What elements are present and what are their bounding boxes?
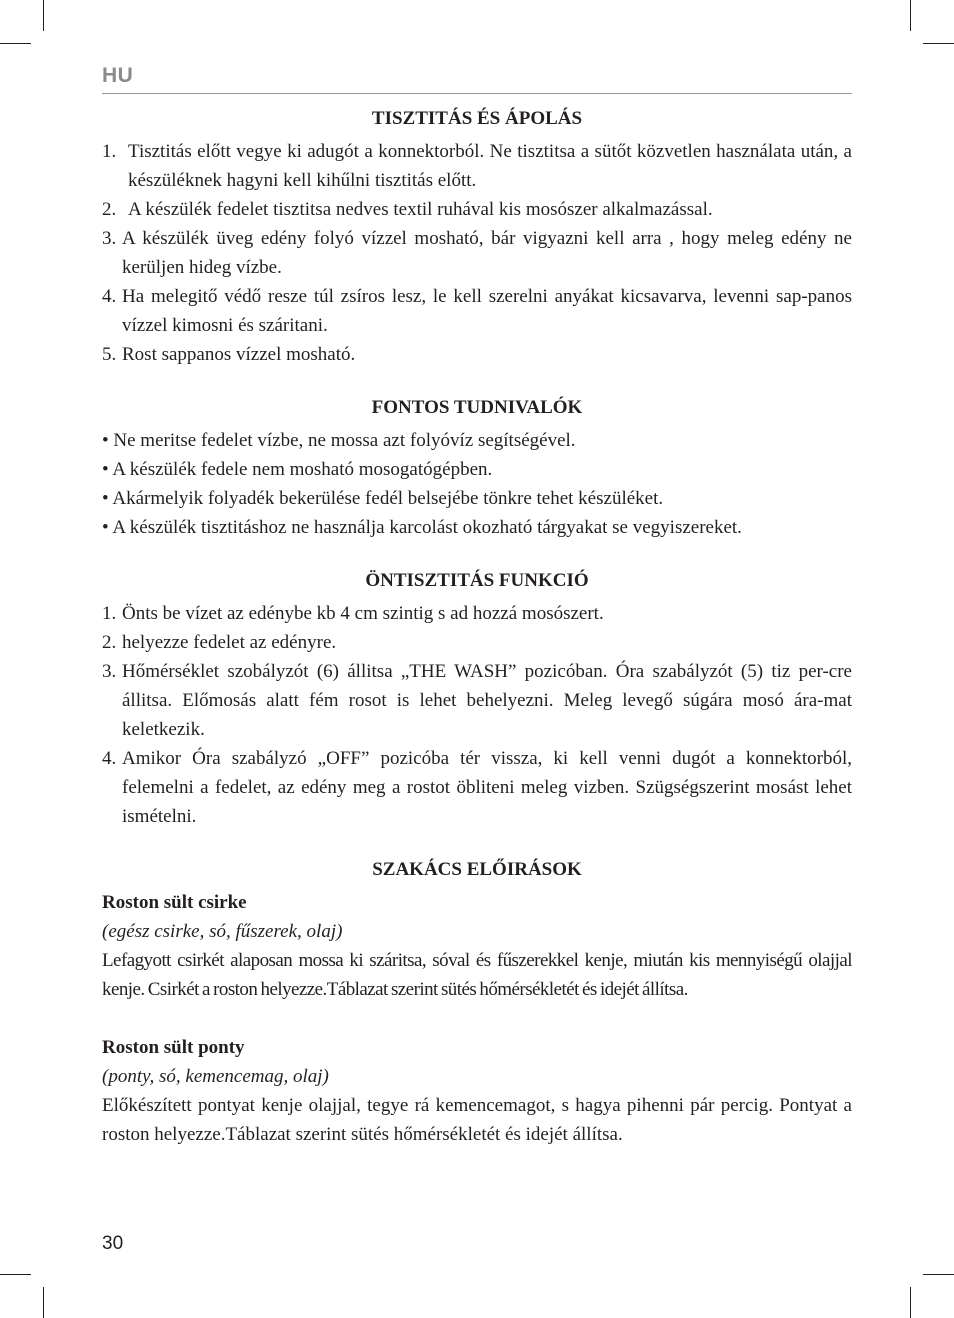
- item-number: 5.: [102, 344, 117, 365]
- cleaning-section: [102, 104, 852, 369]
- item-text: Rost sappanos vízzel mosható.: [122, 344, 356, 365]
- header-divider: [102, 93, 852, 94]
- list-item: [102, 744, 852, 831]
- item-number: 1.: [102, 141, 117, 162]
- recipe-ingredients: (egész csirke, só, fűszerek, olaj): [102, 921, 343, 942]
- item-text: Hőmérséklet szobályzót (6) állitsa „THE WASH” pozicóban. Óra szabályzót (5) tiz per-cre állitsa. Előmosás alatt fém rosot is lehet behelyezni. Meleg levegő súgára mosó ára-mat keletkezik.: [122, 661, 852, 740]
- item-number: 2.: [102, 199, 117, 220]
- recipe: [102, 1033, 852, 1149]
- recipe-title: Roston sült csirke: [102, 892, 247, 913]
- crop-mark: [43, 0, 44, 31]
- recipe-text: Előkészített pontyat kenje olajjal, tegye rá kemencemagot, s hagya pihenni pár percig. Pontyat a roston helyezze.Táblazat szerint sütés hőmérsékletét és idejét állítsa.: [102, 1095, 852, 1145]
- bullet-item: • A készülék tisztitáshoz ne használja karcolást okozható tárgyakat se vegyiszereket.: [102, 517, 742, 538]
- item-text: Ha melegitő védő resze túl zsíros lesz, le kell szerelni anyákat kicsavarva, levenni sap-panos vízzel kimosni és száritani.: [122, 286, 852, 336]
- crop-mark: [0, 1274, 31, 1275]
- section-title: TISZTITÁS ÉS ÁPOLÁS: [371, 108, 583, 129]
- crop-mark: [923, 1274, 954, 1275]
- crop-mark: [910, 0, 911, 31]
- crop-mark: [43, 1287, 44, 1318]
- item-text: A készülék üveg edény folyó vízzel mosható, bár vigyazni kell arra , hogy meleg edény ne kerüljen hideg vízbe.: [122, 228, 852, 278]
- item-text: Amikor Óra szabályzó „OFF” pozicóba tér vissza, ki kell venni dugót a konnektorból, felemelni a fedelet, az edény meg a rostot öbliteni meleg vizben. Szügségszerint mosást lehet ismételni.: [122, 748, 852, 827]
- recipe-title: Roston sült ponty: [102, 1037, 245, 1058]
- list-item: [102, 137, 852, 195]
- recipe-ingredients: (ponty, só, kemencemag, olaj): [102, 1066, 329, 1087]
- item-number: 4.: [102, 748, 117, 769]
- recipe: [102, 888, 852, 1004]
- item-text: helyezze fedelet az edényre.: [122, 632, 337, 653]
- list-item: [102, 599, 852, 628]
- language-label: HU: [102, 64, 134, 87]
- list-item: [102, 628, 852, 657]
- section-title: SZAKÁCS ELŐIRÁSOK: [372, 859, 582, 880]
- item-text: A készülék fedelet tisztitsa nedves textil ruhával kis mosószer alkalmazással.: [128, 199, 713, 220]
- section-title: FONTOS TUDNIVALÓK: [371, 397, 583, 418]
- crop-mark: [0, 43, 31, 44]
- selfclean-section: [102, 566, 852, 831]
- item-text: Tisztitás előtt vegye ki adugót a konnektorból. Ne tisztitsa a sütőt közvetlen használata után, a készüléknek hagyni kell kihűlni tisztitás előtt.: [128, 141, 852, 191]
- item-number: 2.: [102, 632, 117, 653]
- crop-mark: [923, 43, 954, 44]
- list-item: [102, 224, 852, 282]
- bullet-item: • Akármelyik folyadék bekerülése fedél belsejébe tönkre tehet készüléket.: [102, 488, 664, 509]
- list-item: [102, 195, 852, 224]
- important-section: [102, 393, 852, 542]
- item-text: Önts be vízet az edénybe kb 4 cm szintig s ad hozzá mosószert.: [122, 603, 604, 624]
- item-number: 3.: [102, 228, 117, 249]
- page-content: [102, 104, 852, 1149]
- list-item: [102, 657, 852, 744]
- bullet-item: • Ne meritse fedelet vízbe, ne mossa azt folyóvíz segítségével.: [102, 430, 576, 451]
- crop-mark: [910, 1287, 911, 1318]
- item-number: 4.: [102, 286, 117, 307]
- bullet-item: • A készülék fedele nem mosható mosogatógépben.: [102, 459, 493, 480]
- item-number: 1.: [102, 603, 117, 624]
- recipe-text: Lefagyott csirkét alaposan mossa ki száritsa, sóval és fűszerekkel kenje, miután kis mennyiségű olajjal kenje. Csirkét a roston helyezze.Táblazat szerint sütés hőmérsékletét és idejét állítsa.: [102, 950, 852, 1000]
- section-title: ÖNTISZTITÁS FUNKCIÓ: [365, 570, 589, 591]
- page-number: 30: [102, 1233, 124, 1254]
- list-item: [102, 282, 852, 340]
- item-number: 3.: [102, 661, 117, 682]
- recipes-section: [102, 855, 852, 1149]
- list-item: [102, 340, 852, 369]
